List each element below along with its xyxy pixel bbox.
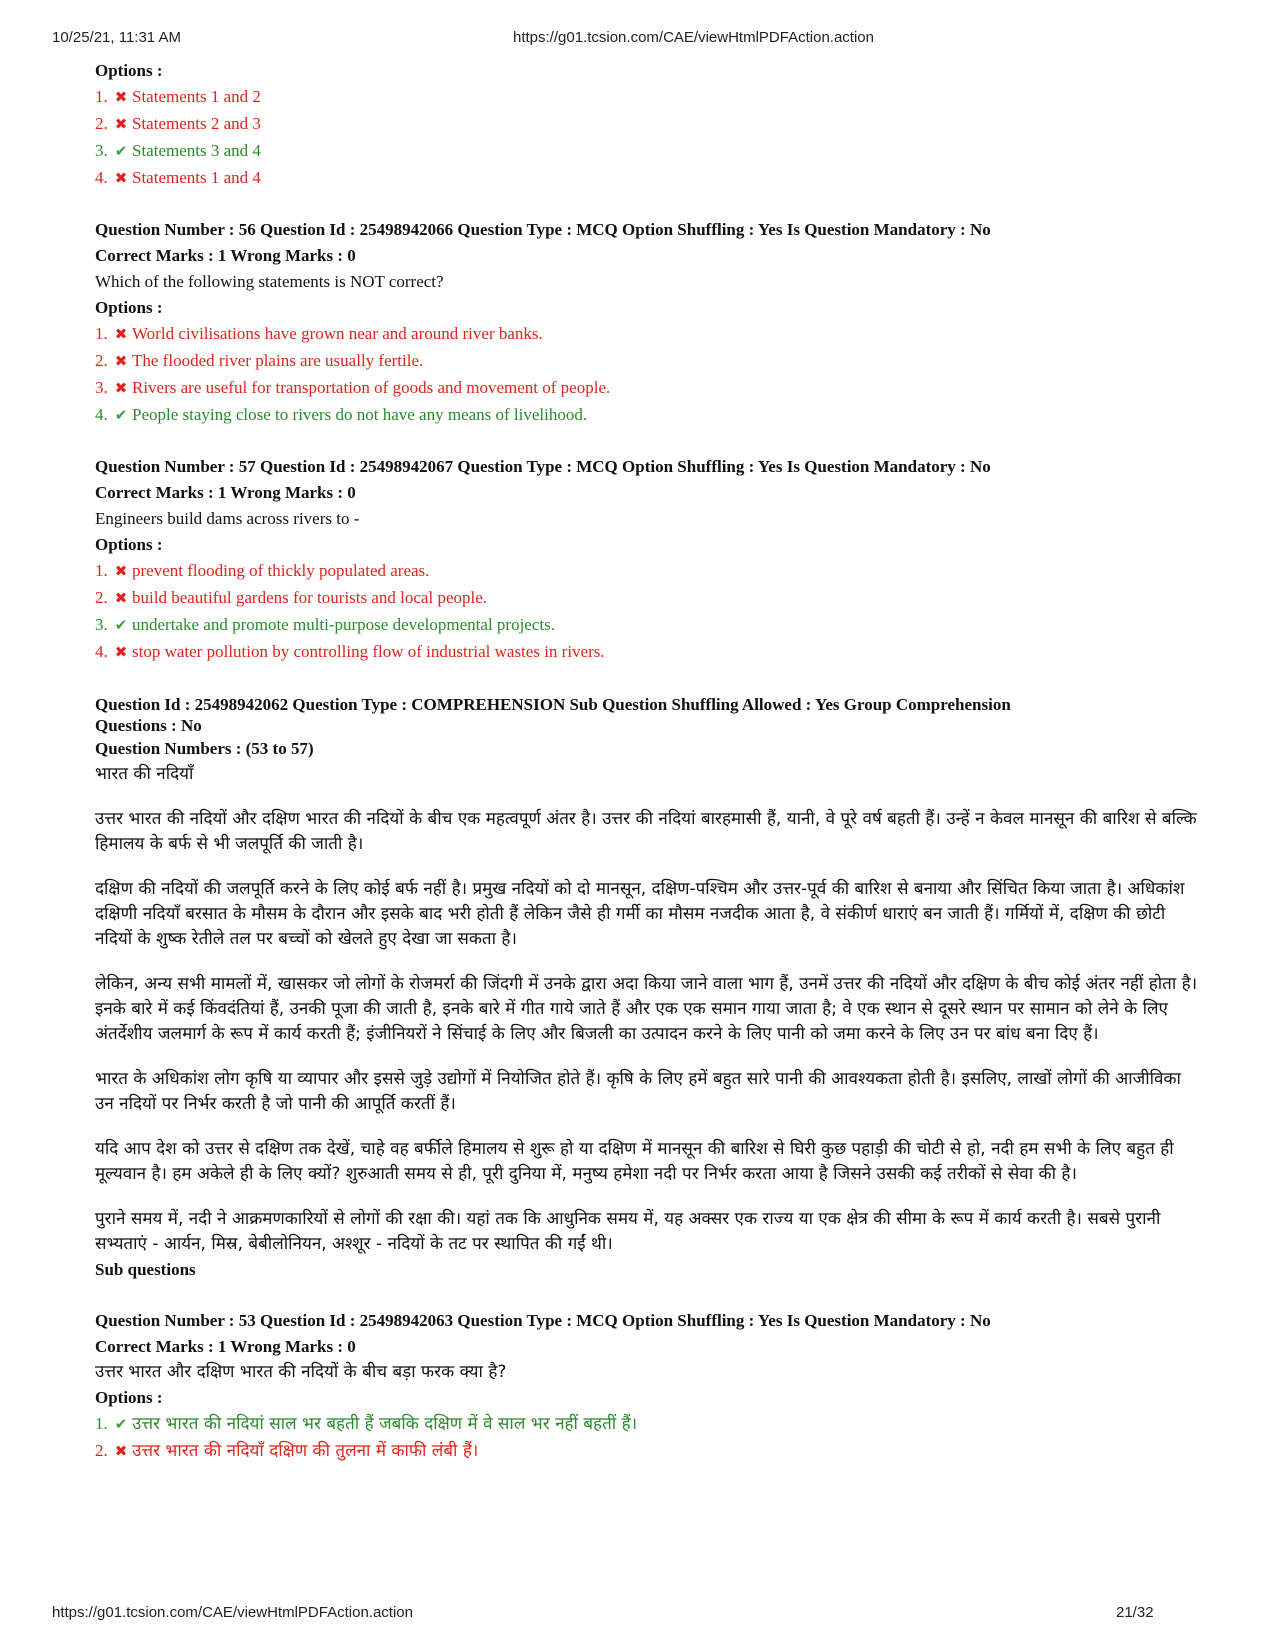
check-icon: ✔ — [114, 144, 128, 160]
page-content — [95, 58, 1205, 1465]
check-icon: ✔ — [114, 618, 128, 634]
option-item: 3. ✔ Statements 3 and 4 — [95, 138, 1205, 165]
cross-icon: ✖ — [114, 645, 128, 661]
print-footer-url: https://g01.tcsion.com/CAE/viewHtmlPDFAction.action — [52, 1604, 413, 1621]
cross-icon: ✖ — [114, 564, 128, 580]
q53-marks: Correct Marks : 1 Wrong Marks : 0 — [95, 1337, 356, 1356]
cross-icon: ✖ — [114, 1444, 128, 1460]
q57-marks: Correct Marks : 1 Wrong Marks : 0 — [95, 483, 356, 502]
cross-icon: ✖ — [114, 117, 128, 133]
sub-questions-label: Sub questions — [95, 1260, 196, 1279]
options-label: Options : — [95, 535, 163, 554]
check-icon: ✔ — [114, 1417, 128, 1433]
q53-question: उत्तर भारत और दक्षिण भारत की नदियों के बीच बड़ा फरक क्या है? — [95, 1362, 507, 1382]
cross-icon: ✖ — [114, 171, 128, 187]
q53-options-list — [95, 1411, 1205, 1465]
print-header-url: https://g01.tcsion.com/CAE/viewHtmlPDFAction.action — [513, 29, 874, 46]
options-label: Options : — [95, 61, 163, 80]
cross-icon: ✖ — [114, 591, 128, 607]
passage-title: भारत की नदियाँ — [95, 764, 194, 784]
option-item: 1. ✖ World civilisations have grown near and around river banks. — [95, 321, 1205, 348]
cross-icon: ✖ — [114, 90, 128, 106]
q57-question: Engineers build dams across rivers to - — [95, 509, 360, 528]
option-item: 4. ✖ Statements 1 and 4 — [95, 165, 1205, 192]
option-item: 1. ✖ Statements 1 and 2 — [95, 84, 1205, 111]
option-item: 3. ✖ Rivers are useful for transportation of goods and movement of people. — [95, 375, 1205, 402]
passage-paragraph: पुराने समय में, नदी ने आक्रमणकारियों से लोगों की रक्षा की। यहां तक कि आधुनिक समय में, यह अक्सर एक राज्य या एक क्षेत्र की सीमा के रूप में कार्य करती है। सबसे पुरानी सभ्यताएं - आर्यन, मिस्र, बेबीलोनियन, अश्शूर - नदियों के तट पर स्थापित की गईं थी। — [95, 1209, 1161, 1254]
q56-marks: Correct Marks : 1 Wrong Marks : 0 — [95, 246, 356, 265]
cross-icon: ✖ — [114, 381, 128, 397]
option-item: 4. ✖ stop water pollution by controlling flow of industrial wastes in rivers. — [95, 639, 1205, 666]
comprehension-meta: Question Id : 25498942062 Question Type : COMPREHENSION Sub Question Shuffling Allowed : Yes Group Comprehension Questions : No — [95, 695, 1011, 735]
option-item: 1. ✔ उत्तर भारत की नदियां साल भर बहती हैं जबकि दक्षिण में वे साल भर नहीं बहतीं हैं। — [95, 1411, 1205, 1438]
q56-meta: Question Number : 56 Question Id : 25498942066 Question Type : MCQ Option Shuffling : Yes Is Question Mandatory : No — [95, 220, 991, 239]
option-item: 2. ✖ build beautiful gardens for tourists and local people. — [95, 585, 1205, 612]
cross-icon: ✖ — [114, 354, 128, 370]
page-number: 21/32 — [1116, 1604, 1154, 1621]
prev-options-list — [95, 84, 1205, 192]
options-label: Options : — [95, 298, 163, 317]
cross-icon: ✖ — [114, 327, 128, 343]
passage-paragraph: लेकिन, अन्य सभी मामलों में, खासकर जो लोगों के रोजमर्रा की जिंदगी में उनके द्वारा अदा किया जाने वाला भाग हैं, उनमें उत्तर की नदियों और दक्षिण के बीच कोई अंतर नहीं होता है। इनके बारे में कई किंवदंतियां हैं, उनकी पूजा की जाती है, इनके बारे में गीत गाये जाते हैं और एक एक समान गाया जाता है; वे एक स्थान से दूसरे स्थान पर सामान को लेने के लिए अंतर्देशीय जलमार्ग के रूप में कार्य करती हैं; इंजीनियरों ने सिंचाई के लिए और बिजली का उत्पादन करने के लिए पानी को जमा करने के लिए उन पर बांध बना दिए हैं। — [95, 974, 1198, 1044]
option-item: 2. ✖ उत्तर भारत की नदियाँ दक्षिण की तुलना में काफी लंबी हैं। — [95, 1438, 1205, 1465]
comprehension-numbers: Question Numbers : (53 to 57) — [95, 739, 314, 758]
option-item: 4. ✔ People staying close to rivers do not have any means of livelihood. — [95, 402, 1205, 429]
q57-options-list — [95, 558, 1205, 666]
option-item: 2. ✖ The flooded river plains are usually fertile. — [95, 348, 1205, 375]
option-item: 2. ✖ Statements 2 and 3 — [95, 111, 1205, 138]
options-label: Options : — [95, 1388, 163, 1407]
passage-paragraph: भारत के अधिकांश लोग कृषि या व्यापार और इससे जुड़े उद्योगों में नियोजित होते हैं। कृषि के लिए हमें बहुत सारे पानी की आवश्यकता होती है। इसलिए, लाखों लोगों की आजीविका उन नदियों पर निर्भर करती है जो पानी की आपूर्ति करतीं हैं। — [95, 1069, 1181, 1114]
passage-paragraph: उत्तर भारत की नदियों और दक्षिण भारत की नदियों के बीच एक महत्वपूर्ण अंतर है। उत्तर की नदियां बारहमासी हैं, यानी, वे पूरे वर्ष बहती हैं। उन्हें न केवल मानसून की बारिश से बल्कि हिमालय के बर्फ से भी जलपूर्ति की जाती है। — [95, 809, 1197, 854]
option-item: 1. ✖ prevent flooding of thickly populated areas. — [95, 558, 1205, 585]
option-item: 3. ✔ undertake and promote multi-purpose developmental projects. — [95, 612, 1205, 639]
q56-options-list — [95, 321, 1205, 429]
q57-meta: Question Number : 57 Question Id : 25498942067 Question Type : MCQ Option Shuffling : Yes Is Question Mandatory : No — [95, 457, 991, 476]
q56-question: Which of the following statements is NOT correct? — [95, 272, 444, 291]
passage-paragraph: दक्षिण की नदियों की जलपूर्ति करने के लिए कोई बर्फ नहीं है। प्रमुख नदियों को दो मानसून, दक्षिण-पश्चिम और उत्तर-पूर्व की बारिश से बनाया और सिंचित किया जाता है। अधिकांश दक्षिणी नदियाँ बरसात के मौसम के दौरान और इसके बाद भरी होती हैं लेकिन जैसे ही गर्मी का मौसम नजदीक आता है, वे संकीर्ण धाराएं बन जाती हैं। गर्मियों में, दक्षिण की छोटी नदियों के शुष्क रेतीले तल पर बच्चों को खेलते हुए देखा जा सकता है। — [95, 879, 1185, 949]
passage-paragraph: यदि आप देश को उत्तर से दक्षिण तक देखें, चाहे वह बर्फीले हिमालय से शुरू हो या दक्षिण में मानसून की बारिश से घिरी कुछ पहाड़ी की चोटी से हो, नदी हम सभी के लिए बहुत ही मूल्यवान है। हम अकेले ही के लिए क्यों? शुरुआती समय से ही, पूरी दुनिया में, मनुष्य हमेशा नदी पर निर्भर करता आया है जिसने उसकी कई तरीकों से सेवा की है। — [95, 1139, 1174, 1184]
check-icon: ✔ — [114, 408, 128, 424]
q53-meta: Question Number : 53 Question Id : 25498942063 Question Type : MCQ Option Shuffling : Yes Is Question Mandatory : No — [95, 1311, 991, 1330]
print-datetime: 10/25/21, 11:31 AM — [52, 29, 181, 46]
